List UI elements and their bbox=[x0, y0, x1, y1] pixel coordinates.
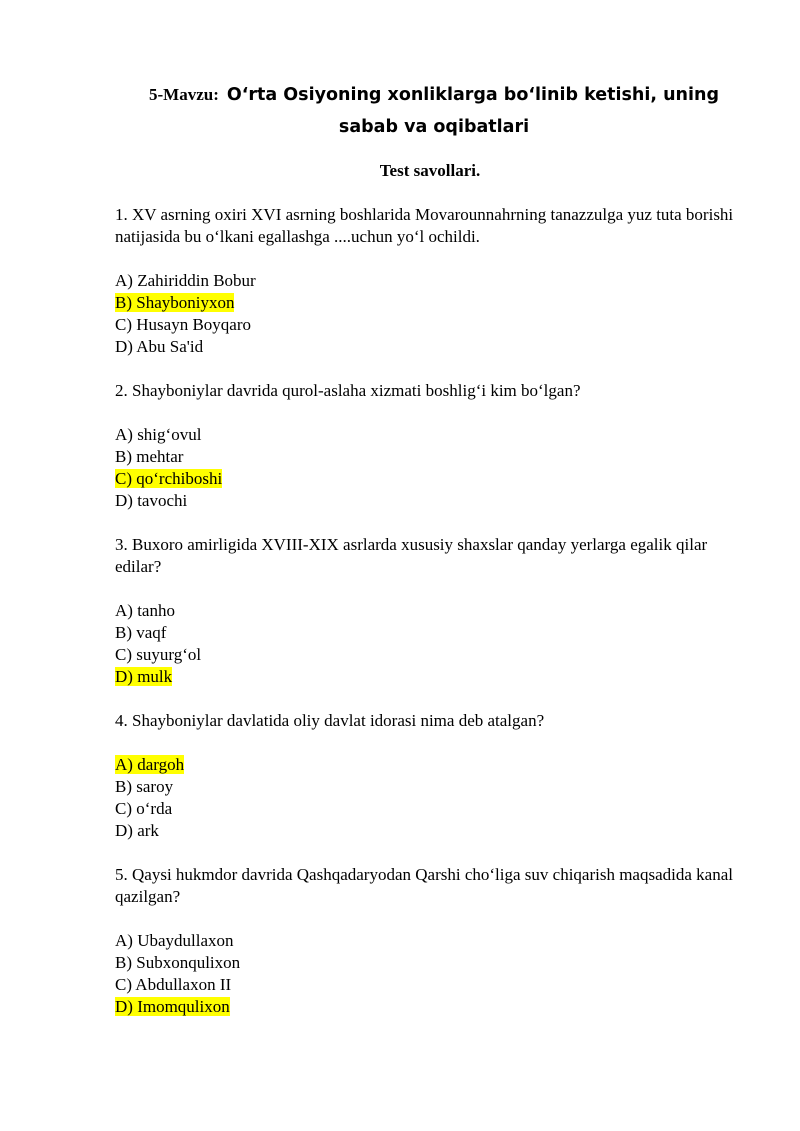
question-block bbox=[115, 534, 745, 688]
answer-options bbox=[115, 754, 745, 842]
question-block bbox=[115, 380, 745, 512]
answer-option-text: A) tanho bbox=[115, 601, 175, 620]
answer-option-text: A) Ubaydullaxon bbox=[115, 931, 234, 950]
question-block bbox=[115, 864, 745, 1018]
answer-option bbox=[115, 820, 745, 842]
answer-option bbox=[115, 292, 745, 314]
page-title bbox=[115, 76, 745, 140]
answer-option bbox=[115, 952, 745, 974]
question-text: 3. Buxoro amirligida XVIII-XIX asrlarda xususiy shaxslar qanday yerlarga egalik qilar edilar? bbox=[115, 535, 708, 576]
answer-option bbox=[115, 336, 745, 358]
answer-option bbox=[115, 776, 745, 798]
answer-option bbox=[115, 644, 745, 666]
answer-option bbox=[115, 490, 745, 512]
answer-option-text: D) ark bbox=[115, 821, 159, 840]
answer-option-text: C) o‘rda bbox=[115, 799, 173, 818]
answer-option bbox=[115, 600, 745, 622]
question-list bbox=[115, 204, 745, 1018]
answer-option-text: B) Subxonqulixon bbox=[115, 953, 241, 972]
answer-option bbox=[115, 468, 745, 490]
topic-title: O‘rta Osiyoning xonliklarga bo‘linib ketishi, uning sabab va oqibatlari bbox=[226, 85, 719, 137]
question-block bbox=[115, 204, 745, 358]
answer-option-text: D) Abu Sa'id bbox=[115, 337, 204, 356]
answer-option-text: A) Zahiriddin Bobur bbox=[115, 271, 256, 290]
answer-option bbox=[115, 446, 745, 468]
answer-option-text: B) mehtar bbox=[115, 447, 184, 466]
answer-option bbox=[115, 798, 745, 820]
answer-options bbox=[115, 930, 745, 1018]
correct-answer-highlight: C) qo‘rchiboshi bbox=[115, 469, 223, 488]
answer-option-text: B) saroy bbox=[115, 777, 174, 796]
answer-option bbox=[115, 930, 745, 952]
topic-prefix: 5-Mavzu: bbox=[148, 85, 219, 104]
answer-option bbox=[115, 996, 745, 1018]
answer-options bbox=[115, 600, 745, 688]
answer-option bbox=[115, 622, 745, 644]
correct-answer-highlight: A) dargoh bbox=[115, 755, 185, 774]
question-text: 5. Qaysi hukmdor davrida Qashqadaryodan Qarshi cho‘liga suv chiqarish maqsadida kanal qazilgan? bbox=[115, 865, 733, 906]
answer-option-text: B) vaqf bbox=[115, 623, 167, 642]
question-block bbox=[115, 710, 745, 842]
correct-answer-highlight: B) Shayboniyxon bbox=[115, 293, 235, 312]
answer-options bbox=[115, 270, 745, 358]
answer-option-text: A) shig‘ovul bbox=[115, 425, 202, 444]
question-text: 1. XV asrning oxiri XVI asrning boshlarida Movarounnahrning tanazzulga yuz tuta borishi natijasida bu o‘lkani egallashga ....uchun yo‘l ochildi. bbox=[115, 205, 734, 246]
answer-option bbox=[115, 424, 745, 446]
answer-option-text: C) Husayn Boyqaro bbox=[115, 315, 251, 334]
correct-answer-highlight: D) Imomqulixon bbox=[115, 997, 230, 1016]
answer-option bbox=[115, 754, 745, 776]
correct-answer-highlight: D) mulk bbox=[115, 667, 173, 686]
answer-option bbox=[115, 666, 745, 688]
answer-options bbox=[115, 424, 745, 512]
question-text: 4. Shayboniylar davlatida oliy davlat idorasi nima deb atalgan? bbox=[115, 711, 545, 730]
answer-option-text: C) Abdullaxon II bbox=[115, 975, 232, 994]
section-subtitle: Test savollari. bbox=[379, 161, 481, 180]
answer-option bbox=[115, 314, 745, 336]
question-text: 2. Shayboniylar davrida qurol-aslaha xizmati boshlig‘i kim bo‘lgan? bbox=[115, 381, 581, 400]
answer-option-text: C) suyurg‘ol bbox=[115, 645, 202, 664]
document-page bbox=[115, 76, 745, 1018]
answer-option bbox=[115, 974, 745, 996]
answer-option-text: D) tavochi bbox=[115, 491, 188, 510]
answer-option bbox=[115, 270, 745, 292]
